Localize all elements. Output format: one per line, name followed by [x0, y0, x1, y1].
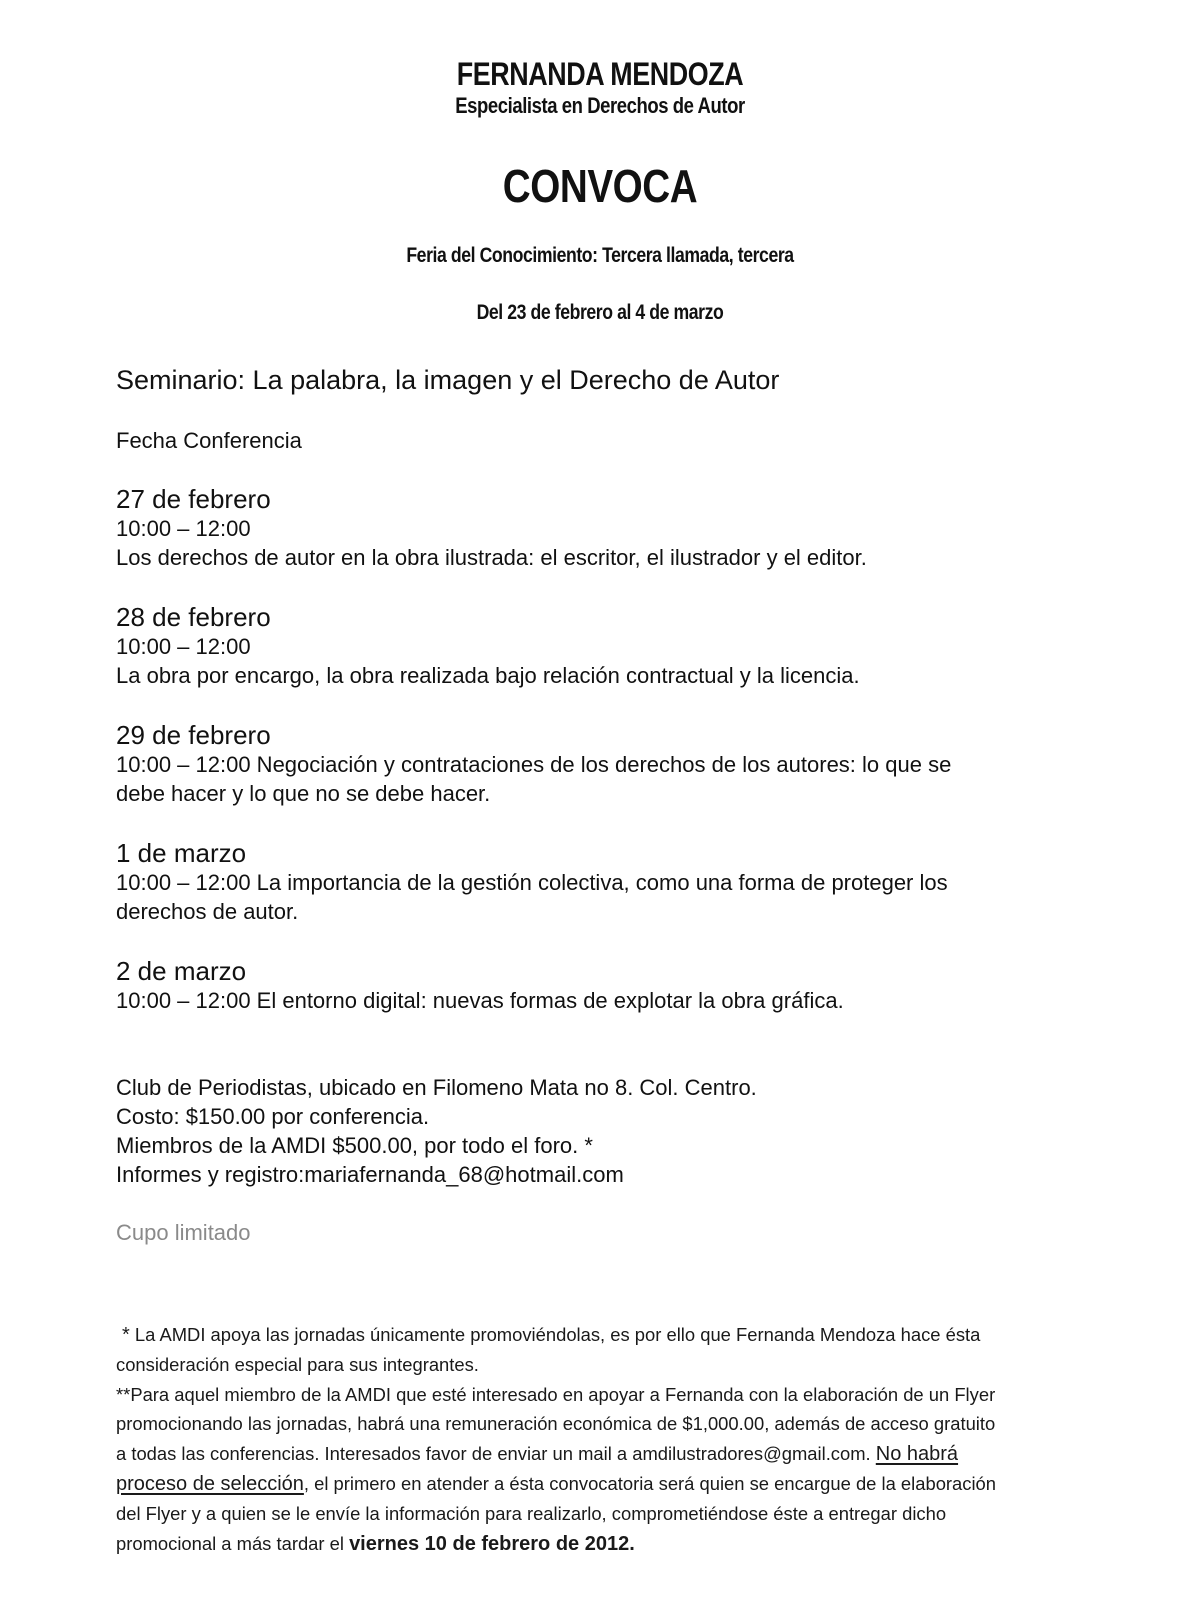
event-dates: Del 23 de febrero al 4 de marzo [476, 301, 724, 324]
session-topic-cont: debe hacer y lo que no se debe hacer. [116, 781, 491, 806]
footnote-line: La AMDI apoya las jornadas únicamente promoviéndolas, es por ello que Fernanda Mendoza hace ésta [129, 1324, 981, 1345]
session-time: 10:00 – 12:00 [116, 516, 251, 541]
venue-info [116, 1073, 757, 1189]
event-name: Feria del Conocimiento: Tercera llamada, tercera [406, 244, 794, 267]
fecha-label: Fecha Conferencia [116, 428, 302, 453]
footnote-line: promocionando las jornadas, habrá una remuneración económica de $1,000.00, además de acceso gratuito [116, 1413, 996, 1435]
footnote-line: del Flyer y a quien se le envíe la información para realizarlo, comprometiéndose éste a entregar dicho [116, 1503, 947, 1525]
footnote-underlined: proceso de selección [116, 1473, 304, 1496]
session-date: 2 de marzo [116, 956, 247, 986]
footnote [116, 1320, 1101, 1559]
session-item [116, 484, 1076, 572]
author-title: Especialista en Derechos de Autor [455, 93, 745, 118]
venue-members-price: Miembros de la AMDI $500.00, por todo el foro. * [116, 1133, 593, 1158]
deadline: viernes 10 de febrero de 2012. [349, 1532, 635, 1555]
session-item [116, 602, 1076, 690]
session-topic: Los derechos de autor en la obra ilustrada: el escritor, el ilustrador y el editor. [116, 545, 867, 570]
session-item [116, 838, 1076, 926]
session-topic: 10:00 – 12:00 Negociación y contrataciones de los derechos de los autores: lo que se [116, 752, 952, 777]
footnote-line: consideración especial para sus integrantes. [116, 1354, 479, 1376]
session-topic: 10:00 – 12:00 El entorno digital: nuevas formas de explotar la obra gráfica. [116, 988, 844, 1013]
session-item [116, 956, 1076, 1015]
session-time: 10:00 – 12:00 [116, 634, 251, 659]
session-date: 29 de febrero [116, 720, 271, 750]
session-date: 28 de febrero [116, 602, 271, 632]
convoca-heading: CONVOCA [502, 160, 698, 212]
footnote-line: promocional a más tardar el [116, 1532, 350, 1554]
seminar-title: Seminario: La palabra, la imagen y el Derecho de Autor [116, 365, 780, 395]
venue-contact: Informes y registro:mariafernanda_68@hotmail.com [116, 1162, 624, 1187]
footnote-star: * [122, 1324, 130, 1346]
footnote-line: , el primero en atender a ésta convocatoria será quien se encargue de la elaboración [303, 1473, 997, 1495]
session-date: 27 de febrero [116, 484, 271, 514]
footnote-line: **Para aquel miembro de la AMDI que esté interesado en apoyar a Fernanda con la elaboración de un Flyer [116, 1383, 996, 1405]
session-date: 1 de marzo [116, 838, 247, 868]
session-topic-cont: derechos de autor. [116, 899, 299, 924]
session-item [116, 720, 1076, 808]
venue-cost: Costo: $150.00 por conferencia. [116, 1104, 430, 1129]
venue-location: Club de Periodistas, ubicado en Filomeno Mata no 8. Col. Centro. [116, 1075, 757, 1100]
footnote-line: a todas las conferencias. Interesados favor de enviar un mail a amdilustradores@gmail.com. [116, 1442, 876, 1464]
cupo-limitado: Cupo limitado [116, 1220, 251, 1245]
session-topic: La obra por encargo, la obra realizada bajo relación contractual y la licencia. [116, 663, 860, 688]
session-topic: 10:00 – 12:00 La importancia de la gestión colectiva, como una forma de proteger los [116, 870, 948, 895]
footnote-underlined: No habrá [875, 1442, 959, 1465]
author-name: FERNANDA MENDOZA [456, 56, 744, 92]
